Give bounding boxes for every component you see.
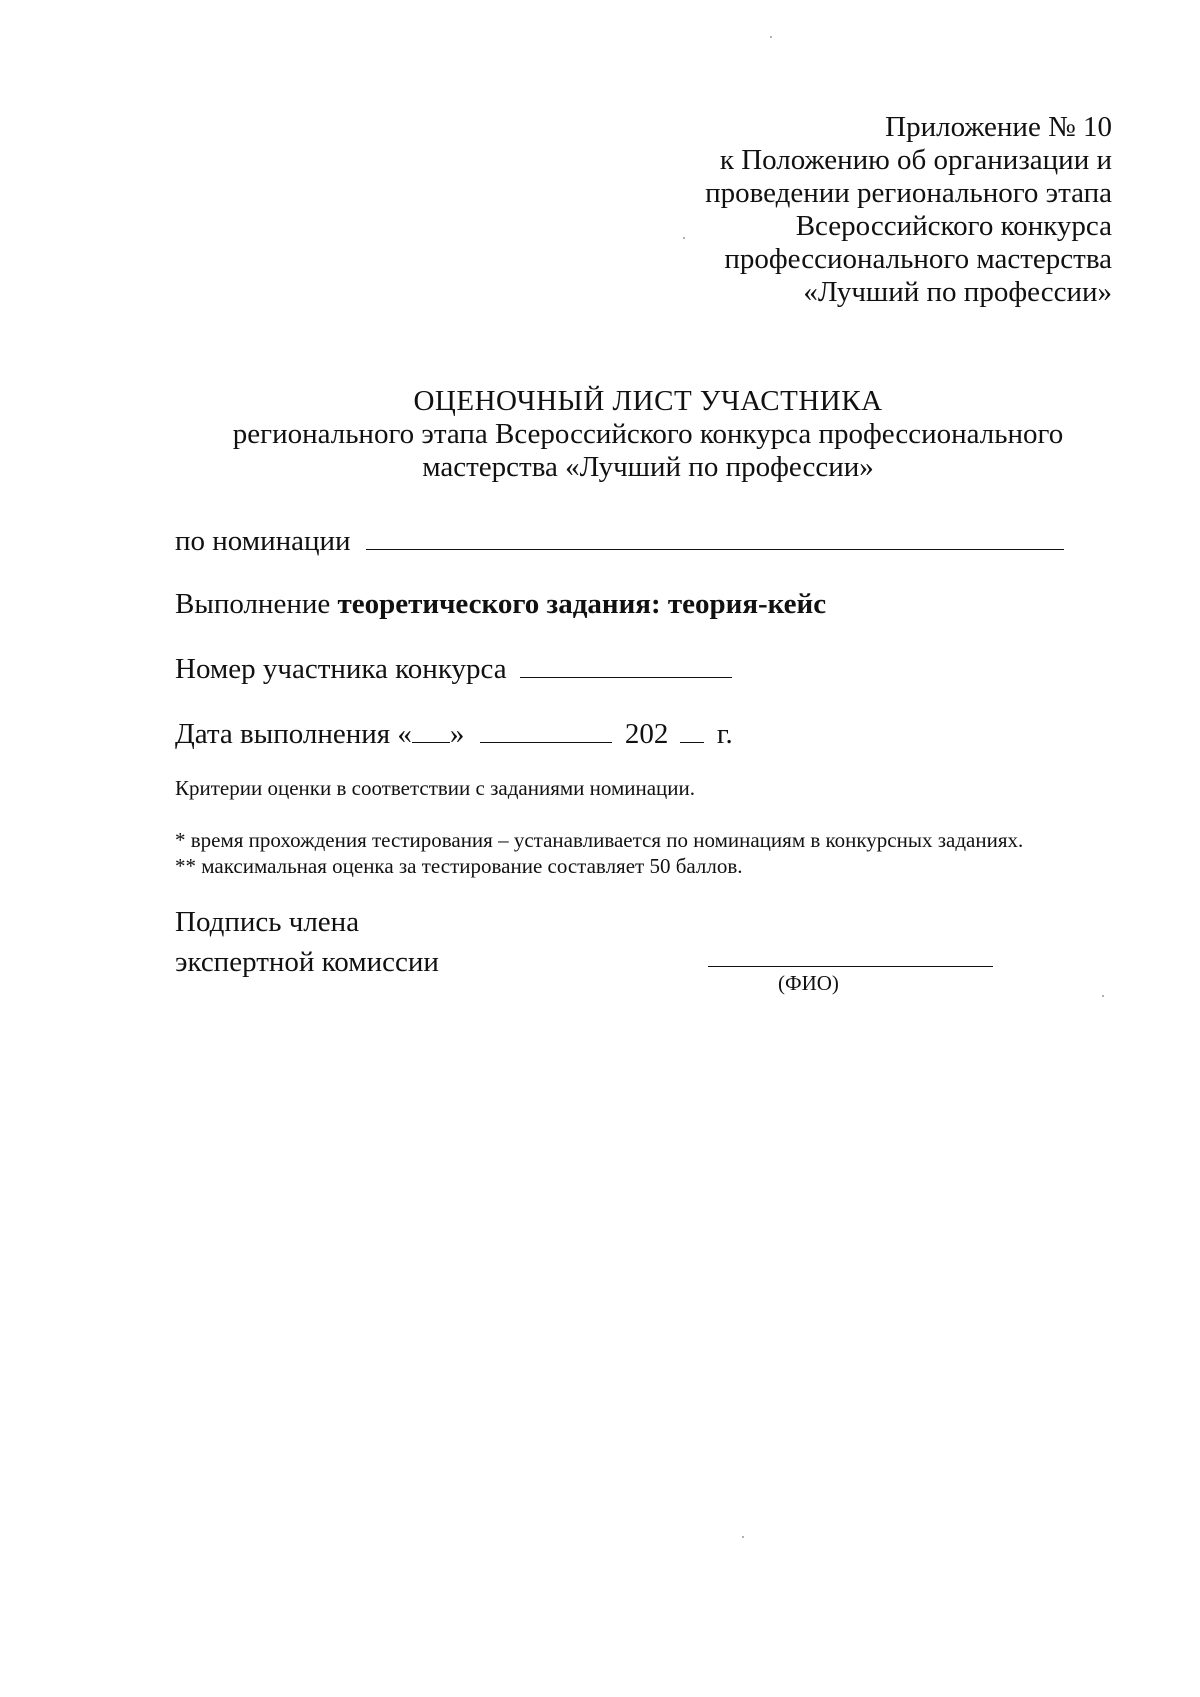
- scan-speck: [1102, 995, 1104, 997]
- date-year-prefix: 202: [624, 718, 669, 750]
- signature-label: [175, 902, 439, 982]
- date-day-blank[interactable]: [412, 716, 450, 743]
- signature-caption: (ФИО): [778, 971, 839, 995]
- date-close-quote: »: [449, 718, 465, 750]
- title-main: ОЦЕНОЧНЫЙ ЛИСТ УЧАСТНИКА: [413, 385, 883, 417]
- title-subtitle-line: регионального этапа Всероссийского конкурса профессионального: [232, 418, 1064, 450]
- appendix-line: Всероссийского конкурса: [795, 210, 1112, 242]
- date-label: Дата выполнения «: [175, 718, 412, 750]
- nomination-row: [175, 523, 1064, 558]
- date-row: [175, 716, 733, 751]
- task-row: [175, 587, 826, 621]
- date-year-suffix: г.: [716, 718, 733, 750]
- footnote-max-score: ** максимальная оценка за тестирование составляет 50 баллов.: [175, 854, 743, 878]
- nomination-label: по номинации: [175, 525, 351, 557]
- date-year-blank[interactable]: [680, 716, 704, 743]
- nomination-blank[interactable]: [366, 523, 1064, 550]
- signature-line[interactable]: [708, 966, 993, 967]
- appendix-line: профессионального мастерства: [724, 243, 1112, 275]
- appendix-line: Приложение № 10: [885, 111, 1112, 143]
- title-subtitle-line: мастерства «Лучший по профессии»: [422, 451, 874, 483]
- appendix-line: проведении регионального этапа: [705, 177, 1112, 209]
- document-title: [0, 385, 1200, 484]
- appendix-header: [552, 111, 1112, 309]
- participant-row: [175, 651, 732, 686]
- participant-label: Номер участника конкурса: [175, 653, 507, 685]
- appendix-line: «Лучший по профессии»: [803, 276, 1112, 308]
- scan-speck: [742, 1536, 744, 1538]
- date-month-blank[interactable]: [480, 716, 612, 743]
- task-name: теоретического задания: теория-кейс: [337, 588, 827, 620]
- participant-number-blank[interactable]: [520, 651, 732, 678]
- footnote-time: * время прохождения тестирования – устанавливается по номинациям в конкурсных заданиях.: [175, 828, 1024, 852]
- appendix-line: к Положению об организации и: [719, 144, 1112, 176]
- signature-label-line: Подпись члена: [175, 906, 360, 938]
- task-prefix: Выполнение: [175, 588, 338, 620]
- scan-speck: [770, 36, 772, 38]
- criteria-text: Критерии оценки в соответствии с заданиями номинации.: [175, 776, 696, 800]
- signature-label-line: экспертной комиссии: [175, 946, 439, 978]
